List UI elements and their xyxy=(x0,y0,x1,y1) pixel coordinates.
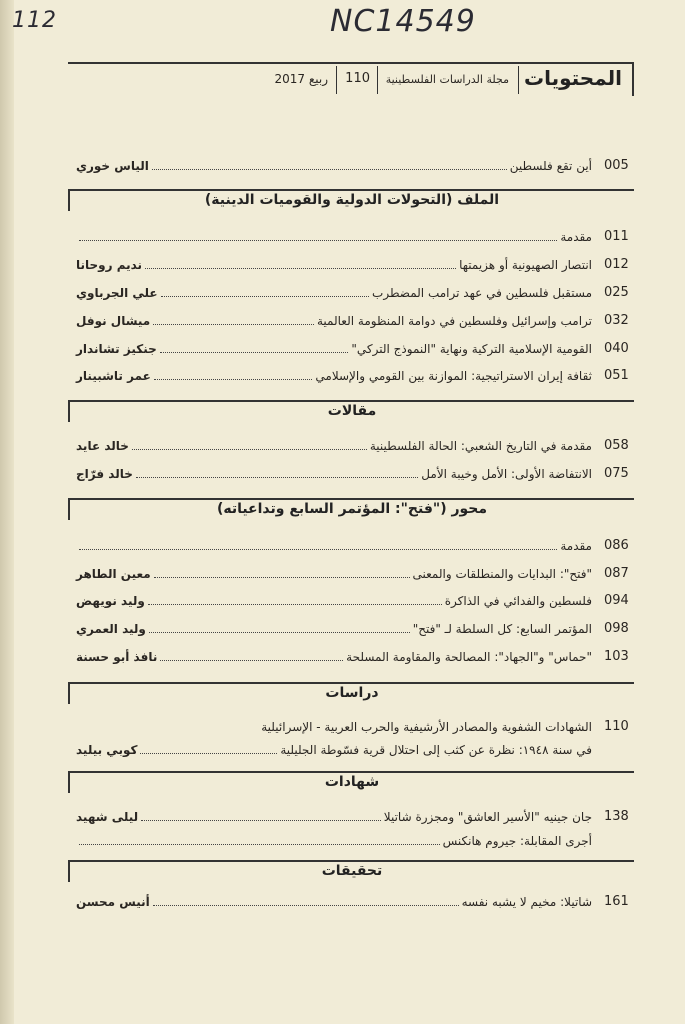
entry-author: أنيس محسن xyxy=(76,895,150,909)
entry-title: فلسطين والفدائي في الذاكرة xyxy=(444,594,592,608)
toc-entry[interactable] xyxy=(76,808,632,826)
dot-leader xyxy=(132,437,367,450)
entry-title: القومية الإسلامية التركية ونهاية "النموذج التركي" xyxy=(351,342,592,356)
toc-entry[interactable] xyxy=(76,312,632,330)
entry-title: الشهادات الشفوية والمصادر الأرشيفية والحرب العربية - الإسرائيلية xyxy=(261,720,592,734)
entry-author: ليلى شهيد xyxy=(76,810,139,824)
section-title: تحقيقات xyxy=(321,863,383,879)
entry-title: الانتفاضة الأولى: الأمل وخيبة الأمل xyxy=(421,467,592,481)
entry-title: شاتيلا: مخيم لا يشبه نفسه xyxy=(461,895,592,909)
entry-page: 075 xyxy=(604,466,629,481)
entry-author: خالد عايد xyxy=(76,439,129,453)
entry-title: مستقبل فلسطين في عهد ترامب المضطرب xyxy=(372,286,592,300)
issue-date: ربيع 2017 xyxy=(274,72,328,86)
entry-author: وليد العمري xyxy=(76,622,146,636)
section-title: محور ("فتح": المؤتمر السابع وتداعياته) xyxy=(216,501,488,517)
toc-entry[interactable] xyxy=(76,620,632,638)
dot-leader xyxy=(154,367,313,380)
dot-leader xyxy=(145,256,456,269)
toc-entry[interactable] xyxy=(76,340,632,358)
dot-leader xyxy=(160,340,349,353)
dot-leader xyxy=(79,537,557,550)
toc-entry[interactable] xyxy=(76,437,632,455)
entry-author: وليد نويهض xyxy=(76,594,145,608)
dot-leader xyxy=(153,893,459,906)
dot-leader xyxy=(79,228,557,241)
entry-author: نافذ أبو حسنة xyxy=(76,650,158,664)
entry-author: كوبي بيليد xyxy=(76,743,138,757)
toc-entry[interactable] xyxy=(76,228,632,246)
dot-leader xyxy=(152,157,507,170)
book-spine-shadow xyxy=(0,0,14,1024)
dot-leader xyxy=(136,465,418,478)
contents-header xyxy=(68,62,634,96)
section-heading xyxy=(68,860,634,882)
entry-title: مقدمة في التاريخ الشعبي: الحالة الفلسطينية xyxy=(369,439,592,453)
entry-title: ثقافة إيران الاستراتيجية: الموازنة بين القومي والإسلامي xyxy=(315,369,592,383)
handwritten-call-number: NC14549 xyxy=(330,4,476,39)
entry-author: الياس خوري xyxy=(76,159,149,173)
section-heading xyxy=(68,400,634,422)
entry-title: أين تقع فلسطين xyxy=(509,159,592,173)
toc-entry[interactable] xyxy=(76,465,632,483)
page-number: 110 xyxy=(345,71,370,86)
section-heading xyxy=(68,189,634,211)
entry-page: 012 xyxy=(604,257,629,272)
entry-title: أجرى المقابلة: جيروم هانكنس xyxy=(442,834,592,848)
section-heading xyxy=(68,498,634,520)
entry-title: جان جينيه "الأسير العاشق" ومجزرة شاتيلا xyxy=(383,810,592,824)
entry-page: 161 xyxy=(604,894,629,909)
section-title: الملف (التحولات الدولية والقوميات الدينية) xyxy=(204,192,500,208)
entry-page: 025 xyxy=(604,285,629,300)
entry-page: 040 xyxy=(604,341,629,356)
entry-title: مقدمة xyxy=(560,230,592,244)
entry-author: نديم روحانا xyxy=(76,258,143,272)
dot-leader xyxy=(154,565,410,578)
entry-title: "حماس" و"الجهاد": المصالحة والمقاومة المسلحة xyxy=(346,650,592,664)
toc-entry[interactable] xyxy=(76,592,632,610)
toc-entry-continued[interactable] xyxy=(76,832,632,850)
header-divider xyxy=(518,66,519,94)
toc-entry[interactable] xyxy=(76,565,632,583)
dot-leader xyxy=(161,284,369,297)
section-heading xyxy=(68,771,634,793)
entry-title: مقدمة xyxy=(560,539,592,553)
toc-entry[interactable] xyxy=(76,284,632,302)
entry-page: 138 xyxy=(604,809,629,824)
entry-page: 051 xyxy=(604,368,629,383)
entry-page: 086 xyxy=(604,538,629,553)
section-title: مقالات xyxy=(327,403,377,419)
entry-page: 094 xyxy=(604,593,629,608)
entry-page: 032 xyxy=(604,313,629,328)
toc-entry[interactable] xyxy=(76,537,632,555)
entry-page: 087 xyxy=(604,566,629,581)
journal-name: مجلة الدراسات الفلسطينية xyxy=(385,73,509,86)
entry-page: 098 xyxy=(604,621,629,636)
dot-leader xyxy=(153,312,314,325)
section-heading xyxy=(68,682,634,704)
dot-leader xyxy=(140,741,277,754)
toc-entry[interactable] xyxy=(76,256,632,274)
entry-author: عمر تاشبينار xyxy=(76,369,151,383)
section-title: شهادات xyxy=(324,774,380,790)
toc-entry[interactable] xyxy=(76,157,632,175)
entry-page: 058 xyxy=(604,438,629,453)
entry-title: ترامب وإسرائيل وفلسطين في دوامة المنظومة العالمية xyxy=(317,314,592,328)
toc-entry[interactable] xyxy=(76,648,632,666)
entry-page: 110 xyxy=(604,719,629,734)
toc-entry[interactable] xyxy=(76,893,632,911)
entry-author: خالد فرّاج xyxy=(76,467,133,481)
entry-author: علي الجرباوي xyxy=(76,286,158,300)
entry-page: 011 xyxy=(604,229,629,244)
entry-author: معين الطاهر xyxy=(76,567,151,581)
header-divider xyxy=(377,66,378,94)
dot-leader xyxy=(160,648,343,661)
entry-title: في سنة ١٩٤٨: نظرة عن كثب إلى احتلال قرية فسّوطة الجليلية xyxy=(280,743,592,757)
handwritten-page-mark: 112 xyxy=(12,8,57,33)
toc-entry-continued[interactable] xyxy=(76,741,632,759)
dot-leader xyxy=(149,620,410,633)
entry-title: المؤتمر السابع: كل السلطة لـ "فتح" xyxy=(412,622,592,636)
entry-title: انتصار الصهيونية أو هزيمتها xyxy=(459,258,592,272)
entry-author: ميشال نوفل xyxy=(76,314,151,328)
entry-page: 103 xyxy=(604,649,629,664)
entry-page: 005 xyxy=(604,158,629,173)
dot-leader xyxy=(141,808,381,821)
entry-title: "فتح": البدايات والمنطلقات والمعنى xyxy=(412,567,592,581)
toc-entry[interactable] xyxy=(76,367,632,385)
dot-leader xyxy=(79,832,440,845)
entry-author: جنكيز تشاندار xyxy=(76,342,157,356)
section-title: دراسات xyxy=(325,685,379,701)
header-divider xyxy=(336,66,337,94)
dot-leader xyxy=(148,592,442,605)
toc-entry[interactable] xyxy=(76,718,632,736)
page-title: المحتويات xyxy=(523,66,622,90)
